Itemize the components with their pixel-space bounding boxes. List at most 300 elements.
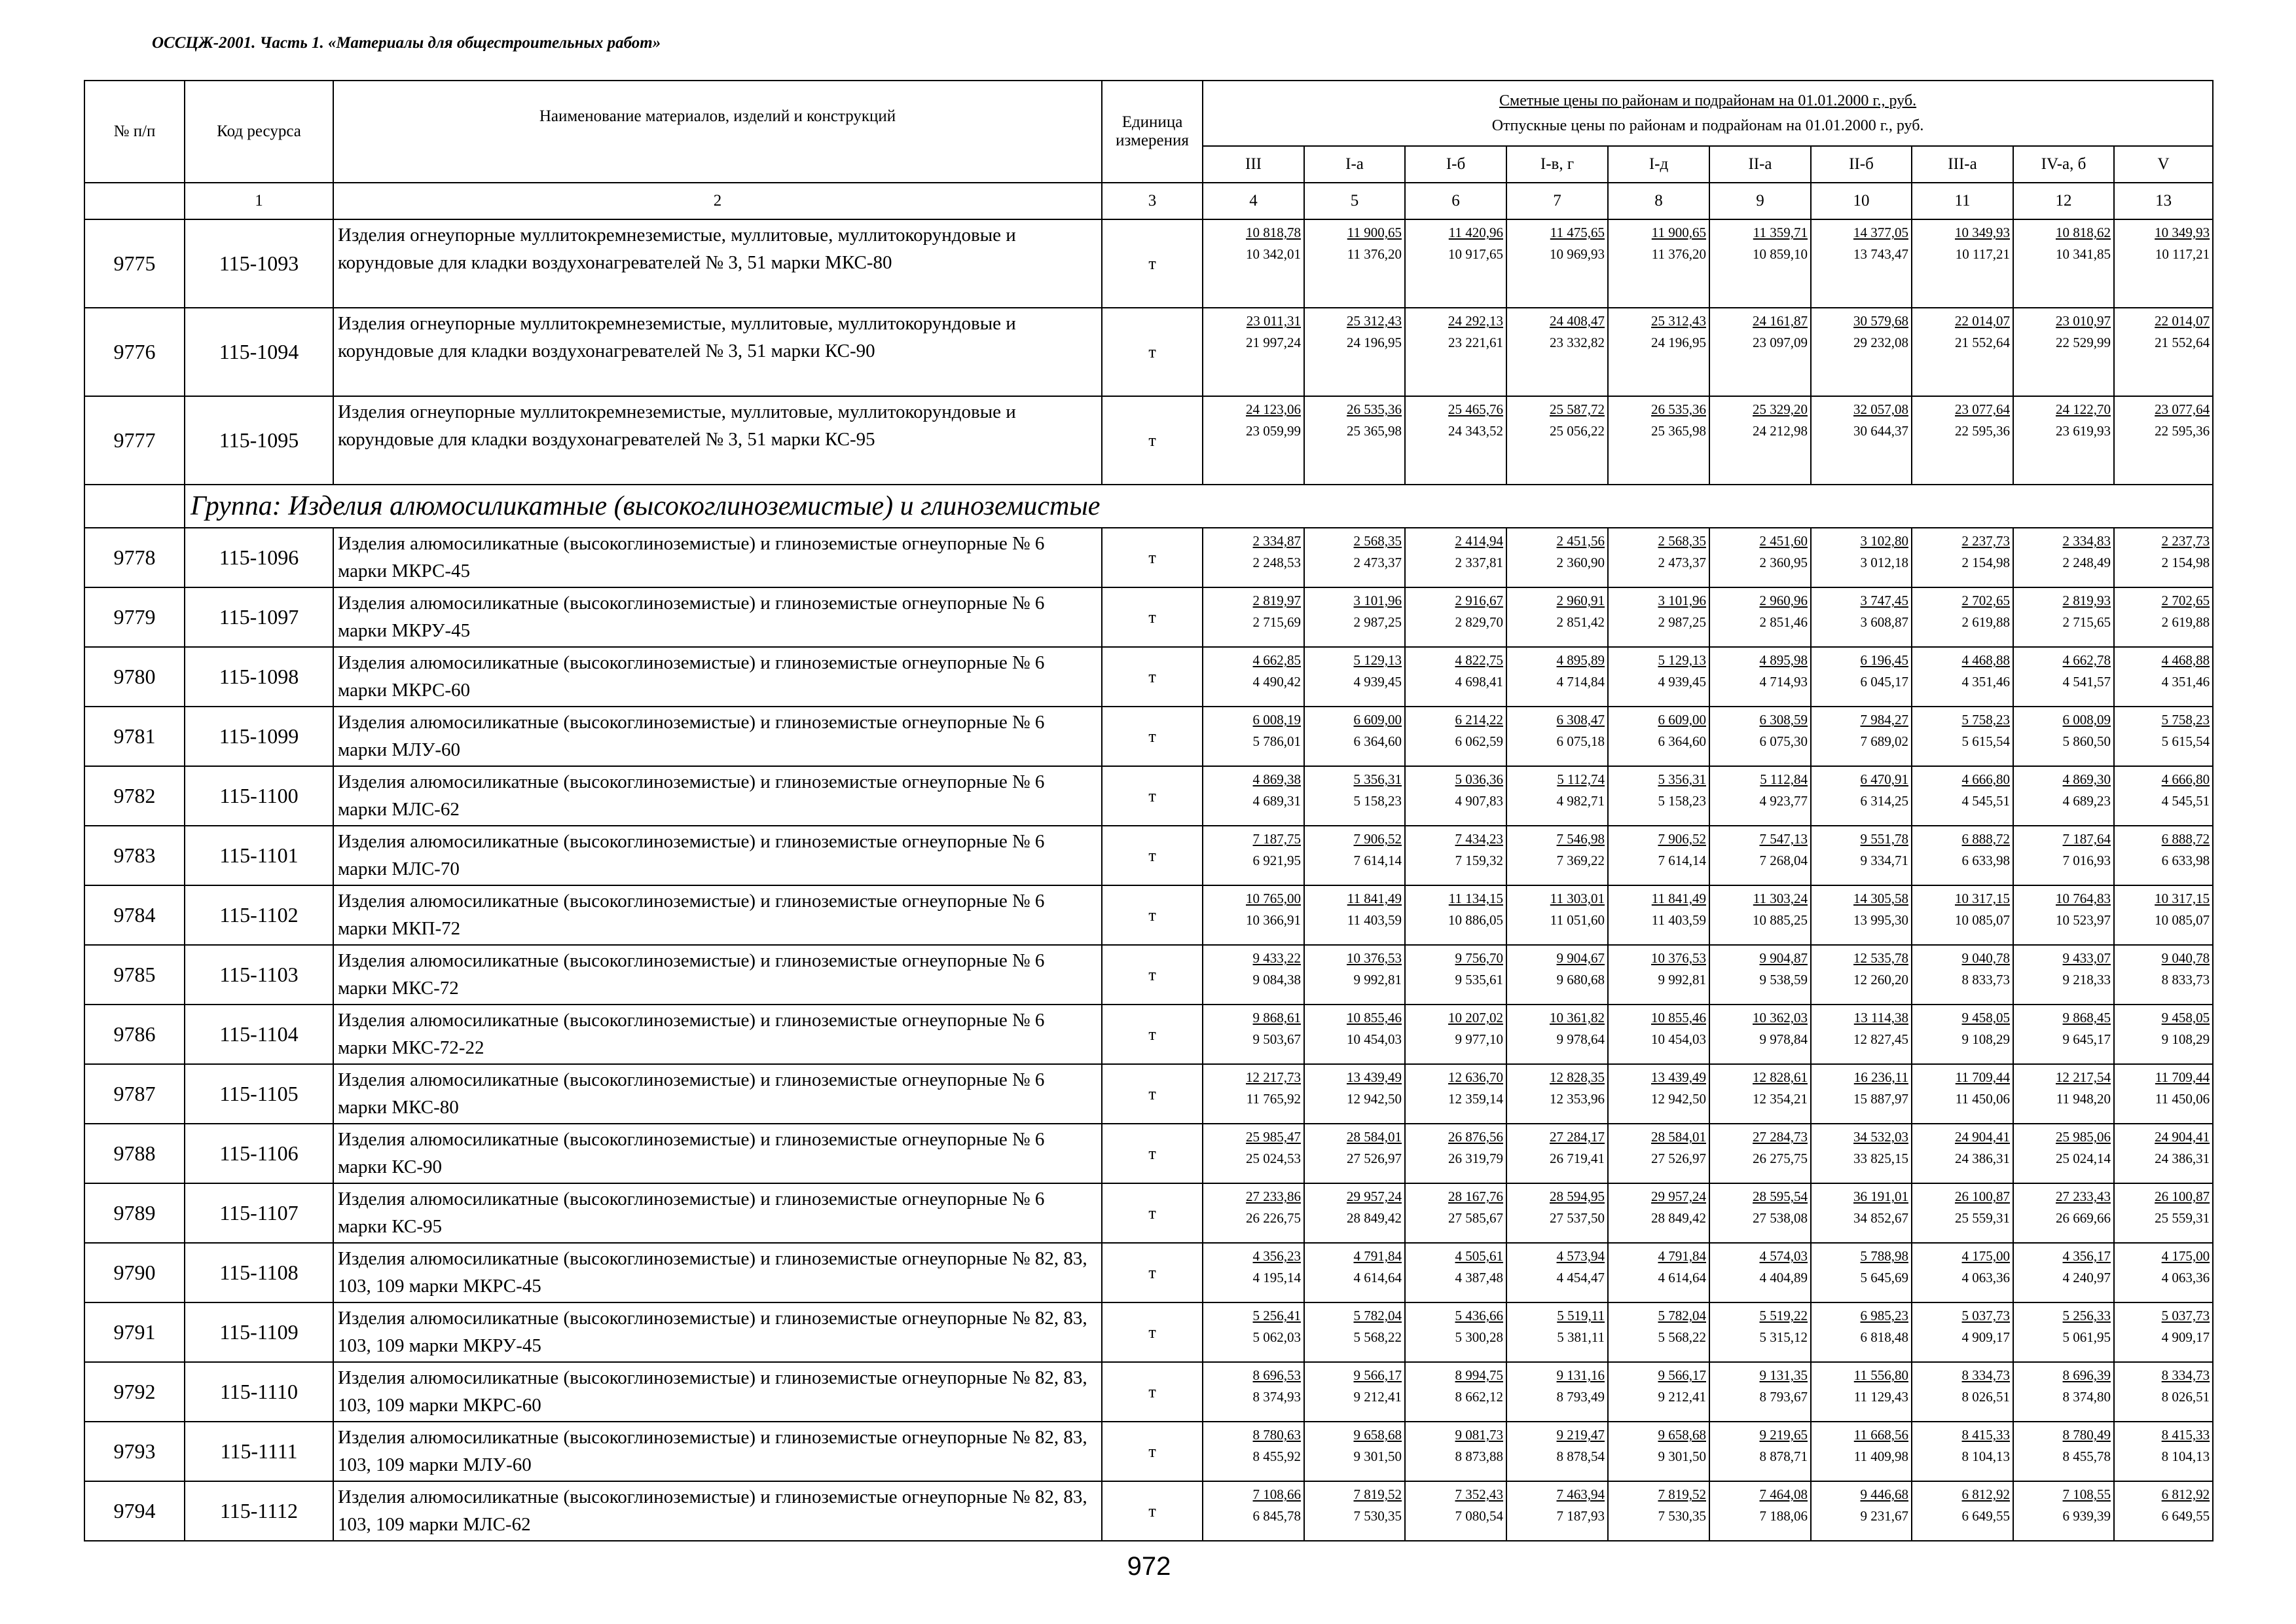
estimated-price: 25 587,72 (1550, 401, 1605, 417)
unit: т (1102, 945, 1203, 1005)
estimated-price: 10 855,46 (1651, 1010, 1706, 1025)
estimated-price: 5 037,73 (2161, 1308, 2210, 1323)
estimated-price: 2 237,73 (1961, 533, 2010, 549)
price-cell (1405, 766, 1506, 826)
price-cell (1405, 1183, 1506, 1243)
release-price: 8 833,73 (1961, 972, 2010, 987)
estimated-price: 4 869,30 (2062, 771, 2111, 787)
price-cell (1912, 1183, 2013, 1243)
release-price: 6 845,78 (1252, 1508, 1301, 1524)
release-price: 11 948,20 (2056, 1091, 2111, 1107)
estimated-price: 8 780,49 (2062, 1427, 2111, 1443)
price-cell (1811, 1183, 1912, 1243)
estimated-price: 9 458,05 (2161, 1010, 2210, 1025)
price-cell (1608, 1243, 1709, 1302)
price-cell (1304, 587, 1405, 647)
estimated-price: 11 709,44 (1955, 1069, 2010, 1085)
price-cell (1405, 396, 1506, 485)
release-price: 4 909,17 (2161, 1329, 2210, 1345)
price-cell (1811, 1362, 1912, 1422)
price-cell (2114, 308, 2213, 396)
estimated-price: 10 361,82 (1550, 1010, 1605, 1025)
estimated-price: 13 114,38 (1853, 1010, 1908, 1025)
price-cell (2013, 766, 2114, 826)
price-cell (2114, 707, 2213, 766)
release-price: 4 063,36 (1961, 1270, 2010, 1285)
row-number: 9794 (84, 1481, 185, 1541)
release-price: 7 159,32 (1455, 853, 1503, 868)
resource-code: 115-1108 (185, 1243, 333, 1302)
price-cell (1405, 219, 1506, 308)
unit: т (1102, 1005, 1203, 1064)
estimated-price: 34 532,03 (1853, 1129, 1908, 1145)
estimated-price: 5 036,36 (1455, 771, 1503, 787)
row-number: 9785 (84, 945, 185, 1005)
estimated-price: 14 305,58 (1853, 891, 1908, 906)
price-cell (1506, 1481, 1608, 1541)
row-number: 9780 (84, 647, 185, 707)
price-cell (2114, 1064, 2213, 1124)
release-price: 9 301,50 (1353, 1449, 1402, 1464)
material-name: Изделия алюмосиликатные (высокоглиноземистые) и глиноземистые огнеупорные № 6 марки МЛС-70 (333, 826, 1102, 885)
row-number: 9782 (84, 766, 185, 826)
resource-code: 115-1102 (185, 885, 333, 945)
estimated-price: 25 312,43 (1651, 313, 1706, 329)
estimated-price: 12 535,78 (1853, 950, 1908, 966)
estimated-price: 6 008,19 (1252, 712, 1301, 728)
release-price: 7 369,22 (1556, 853, 1605, 868)
resource-code: 115-1096 (185, 528, 333, 587)
estimated-price: 10 317,15 (1955, 891, 2010, 906)
release-price: 3 012,18 (1860, 555, 1908, 570)
release-price: 4 545,51 (2161, 793, 2210, 809)
row-number: 9776 (84, 308, 185, 396)
price-cell (1405, 1243, 1506, 1302)
price-cell (1506, 1243, 1608, 1302)
release-price: 10 859,10 (1753, 246, 1808, 262)
estimated-price: 6 214,22 (1455, 712, 1503, 728)
release-price: 2 851,46 (1759, 614, 1808, 630)
price-cell (1811, 1243, 1912, 1302)
release-price: 4 195,14 (1252, 1270, 1301, 1285)
estimated-price: 24 904,41 (1955, 1129, 2010, 1145)
estimated-price: 7 546,98 (1556, 831, 1605, 847)
estimated-price: 6 888,72 (2161, 831, 2210, 847)
row-number: 9786 (84, 1005, 185, 1064)
release-price: 22 595,36 (1955, 423, 2010, 439)
price-cell (1405, 1362, 1506, 1422)
release-price: 5 062,03 (1252, 1329, 1301, 1345)
estimated-price: 28 167,76 (1448, 1189, 1503, 1204)
price-cell (1811, 528, 1912, 587)
unit: т (1102, 1362, 1203, 1422)
unit: т (1102, 885, 1203, 945)
column-number: 9 (1709, 183, 1811, 219)
resource-code: 115-1103 (185, 945, 333, 1005)
release-price: 28 849,42 (1347, 1210, 1402, 1226)
release-price: 11 403,59 (1347, 912, 1402, 928)
estimated-price: 16 236,11 (1853, 1069, 1908, 1085)
row-number: 9775 (84, 219, 185, 308)
column-number: 7 (1506, 183, 1608, 219)
release-price: 7 614,14 (1353, 853, 1402, 868)
price-cell (1709, 1481, 1811, 1541)
price-cell (1506, 1005, 1608, 1064)
release-price: 2 360,95 (1759, 555, 1808, 570)
price-cell (2114, 647, 2213, 707)
price-cell (1304, 766, 1405, 826)
release-price: 2 154,98 (2161, 555, 2210, 570)
release-price: 10 117,21 (2155, 246, 2210, 262)
release-price: 6 939,39 (2062, 1508, 2111, 1524)
price-cell (1912, 1243, 2013, 1302)
release-price: 10 341,85 (2056, 246, 2111, 262)
release-price: 10 523,97 (2056, 912, 2111, 928)
price-cell (1506, 647, 1608, 707)
price-cell (1608, 1362, 1709, 1422)
release-price: 21 552,64 (2155, 335, 2210, 350)
estimated-price: 9 131,35 (1759, 1367, 1808, 1383)
row-number: 9787 (84, 1064, 185, 1124)
price-cell (1203, 528, 1304, 587)
release-price: 6 364,60 (1658, 733, 1706, 749)
material-name: Изделия алюмосиликатные (высокоглиноземистые) и глиноземистые огнеупорные № 6 марки МКС-72 (333, 945, 1102, 1005)
estimated-price: 6 609,00 (1658, 712, 1706, 728)
release-price: 29 232,08 (1853, 335, 1908, 350)
price-cell (1405, 528, 1506, 587)
price-cell (1811, 1481, 1912, 1541)
price-cell (1709, 1302, 1811, 1362)
price-cell (1709, 707, 1811, 766)
release-price: 5 300,28 (1455, 1329, 1503, 1345)
table-row (84, 826, 2213, 885)
estimated-price: 11 420,96 (1448, 225, 1503, 240)
release-price: 27 526,97 (1347, 1151, 1402, 1166)
price-cell (2013, 1481, 2114, 1541)
release-price: 9 978,64 (1556, 1031, 1605, 1047)
row-number: 9789 (84, 1183, 185, 1243)
estimated-price: 2 960,91 (1556, 593, 1605, 608)
price-cell (1811, 1005, 1912, 1064)
price-cell (1405, 1064, 1506, 1124)
price-cell (1304, 219, 1405, 308)
price-cell (1506, 826, 1608, 885)
estimated-price: 8 994,75 (1455, 1367, 1503, 1383)
price-cell (1912, 885, 2013, 945)
estimated-price: 23 010,97 (2056, 313, 2111, 329)
price-cell (1608, 647, 1709, 707)
release-price: 5 568,22 (1658, 1329, 1706, 1345)
release-price: 9 231,67 (1860, 1508, 1908, 1524)
release-price: 10 117,21 (1955, 246, 2010, 262)
price-cell (1709, 587, 1811, 647)
release-price: 6 633,98 (2161, 853, 2210, 868)
material-name: Изделия алюмосиликатные (высокоглиноземистые) и глиноземистые огнеупорные № 6 марки КС-90 (333, 1124, 1102, 1183)
estimated-price: 12 636,70 (1448, 1069, 1503, 1085)
release-price: 23 059,99 (1246, 423, 1301, 439)
unit: т (1102, 528, 1203, 587)
estimated-price: 4 356,23 (1252, 1248, 1301, 1264)
price-cell (1203, 308, 1304, 396)
release-price: 27 538,08 (1753, 1210, 1808, 1226)
release-price: 13 743,47 (1853, 246, 1908, 262)
estimated-price: 10 349,93 (1955, 225, 2010, 240)
price-cell (1709, 396, 1811, 485)
estimated-price: 9 458,05 (1961, 1010, 2010, 1025)
price-cell (1203, 1064, 1304, 1124)
release-price: 11 403,59 (1651, 912, 1706, 928)
group-spacer (84, 485, 185, 528)
release-price: 5 860,50 (2062, 733, 2111, 749)
price-cell (1709, 528, 1811, 587)
release-price: 2 360,90 (1556, 555, 1605, 570)
release-price: 22 529,99 (2056, 335, 2111, 350)
resource-code: 115-1106 (185, 1124, 333, 1183)
estimated-price: 28 594,95 (1550, 1189, 1605, 1204)
estimated-price: 9 131,16 (1556, 1367, 1605, 1383)
release-price: 6 649,55 (2161, 1508, 2210, 1524)
price-cell (1304, 1005, 1405, 1064)
release-price: 11 129,43 (1853, 1389, 1908, 1405)
release-price: 7 689,02 (1860, 733, 1908, 749)
table-row (84, 707, 2213, 766)
release-price: 4 351,46 (2161, 674, 2210, 690)
price-cell (2013, 1124, 2114, 1183)
table-row (84, 1183, 2213, 1243)
price-cell (2013, 396, 2114, 485)
unit: т (1102, 1124, 1203, 1183)
price-cell (1304, 945, 1405, 1005)
release-price: 4 923,77 (1759, 793, 1808, 809)
column-number: 2 (333, 183, 1102, 219)
estimated-price: 9 081,73 (1455, 1427, 1503, 1443)
estimated-price: 9 566,17 (1658, 1367, 1706, 1383)
estimated-price: 2 819,93 (2062, 593, 2111, 608)
release-price: 23 097,09 (1753, 335, 1808, 350)
price-cell (1912, 587, 2013, 647)
unit: т (1102, 308, 1203, 396)
estimated-price: 5 782,04 (1353, 1308, 1402, 1323)
column-number: 1 (185, 183, 333, 219)
price-cell (1912, 945, 2013, 1005)
table-row (84, 1422, 2213, 1481)
estimated-price: 2 960,96 (1759, 593, 1808, 608)
price-cell (2114, 528, 2213, 587)
column-number: 8 (1608, 183, 1709, 219)
release-price: 10 969,93 (1550, 246, 1605, 262)
release-price: 2 619,88 (2161, 614, 2210, 630)
price-cell (1304, 1064, 1405, 1124)
unit: т (1102, 707, 1203, 766)
price-cell (1608, 1064, 1709, 1124)
estimated-price: 4 895,98 (1759, 652, 1808, 668)
release-price: 15 887,97 (1853, 1091, 1908, 1107)
estimated-price: 25 985,06 (2056, 1129, 2111, 1145)
unit: т (1102, 1064, 1203, 1124)
estimated-price: 32 057,08 (1853, 401, 1908, 417)
estimated-price: 11 359,71 (1753, 225, 1808, 240)
estimated-price: 4 791,84 (1353, 1248, 1402, 1264)
estimated-price: 13 439,49 (1651, 1069, 1706, 1085)
estimated-price: 7 984,27 (1860, 712, 1908, 728)
release-price: 7 268,04 (1759, 853, 1808, 868)
header-num: № п/п (84, 81, 185, 183)
release-price: 9 301,50 (1658, 1449, 1706, 1464)
estimated-price: 25 465,76 (1448, 401, 1503, 417)
estimated-price: 6 196,45 (1860, 652, 1908, 668)
price-cell (1608, 1183, 1709, 1243)
release-price: 4 909,17 (1961, 1329, 2010, 1345)
price-cell (2114, 766, 2213, 826)
release-price: 24 196,95 (1347, 335, 1402, 350)
estimated-price: 2 451,60 (1759, 533, 1808, 549)
release-price: 25 559,31 (2155, 1210, 2210, 1226)
price-cell (1811, 766, 1912, 826)
estimated-price: 2 702,65 (2161, 593, 2210, 608)
estimated-price: 6 812,92 (2161, 1486, 2210, 1502)
price-cell (1811, 396, 1912, 485)
header-unit: Единица измерения (1102, 81, 1203, 183)
price-cell (1203, 647, 1304, 707)
column-number: 12 (2013, 183, 2114, 219)
release-price: 23 619,93 (2056, 423, 2111, 439)
price-cell (1405, 826, 1506, 885)
price-cell (2114, 1124, 2213, 1183)
estimated-price: 5 436,66 (1455, 1308, 1503, 1323)
estimated-price: 4 505,61 (1455, 1248, 1503, 1264)
estimated-price: 10 207,02 (1448, 1010, 1503, 1025)
price-cell (1912, 1005, 2013, 1064)
release-price: 5 645,69 (1860, 1270, 1908, 1285)
estimated-price: 8 696,53 (1252, 1367, 1301, 1383)
price-cell (1912, 1422, 2013, 1481)
price-cell (1304, 1481, 1405, 1541)
price-cell (1506, 885, 1608, 945)
estimated-price: 10 362,03 (1753, 1010, 1808, 1025)
price-cell (1304, 885, 1405, 945)
price-cell (1506, 1362, 1608, 1422)
table-row (84, 945, 2213, 1005)
release-price: 8 878,54 (1556, 1449, 1605, 1464)
estimated-price: 6 008,09 (2062, 712, 2111, 728)
estimated-price: 6 470,91 (1860, 771, 1908, 787)
row-number: 9793 (84, 1422, 185, 1481)
estimated-price: 26 100,87 (1955, 1189, 2010, 1204)
price-cell (1709, 1183, 1811, 1243)
release-price: 2 154,98 (1961, 555, 2010, 570)
estimated-price: 27 233,86 (1246, 1189, 1301, 1204)
price-cell (2013, 308, 2114, 396)
estimated-price: 27 284,17 (1550, 1129, 1605, 1145)
estimated-price: 4 666,80 (1961, 771, 2010, 787)
price-cell (2114, 826, 2213, 885)
estimated-price: 12 828,35 (1550, 1069, 1605, 1085)
price-cell (1203, 1243, 1304, 1302)
material-name: Изделия алюмосиликатные (высокоглиноземистые) и глиноземистые огнеупорные № 6 марки МКРС-60 (333, 647, 1102, 707)
price-cell (2013, 219, 2114, 308)
price-cell (1912, 766, 2013, 826)
estimated-price: 25 329,20 (1753, 401, 1808, 417)
release-price: 26 275,75 (1753, 1151, 1808, 1166)
header-name: Наименование материалов, изделий и конструкций (333, 81, 1102, 183)
release-price: 8 026,51 (2161, 1389, 2210, 1405)
price-cell (1203, 1124, 1304, 1183)
price-cell (1506, 396, 1608, 485)
row-number: 9790 (84, 1243, 185, 1302)
region-header: IV-а, б (2013, 146, 2114, 183)
estimated-price: 24 161,87 (1753, 313, 1808, 329)
estimated-price: 9 566,17 (1353, 1367, 1402, 1383)
release-price: 11 450,06 (2155, 1091, 2210, 1107)
price-cell (1506, 945, 1608, 1005)
price-cell (1506, 1183, 1608, 1243)
price-cell (1912, 396, 2013, 485)
material-name: Изделия алюмосиликатные (высокоглиноземистые) и глиноземистые огнеупорные № 6 марки МКП-72 (333, 885, 1102, 945)
estimated-price: 5 129,13 (1658, 652, 1706, 668)
estimated-price: 11 303,24 (1753, 891, 1808, 906)
release-price: 4 939,45 (1658, 674, 1706, 690)
estimated-price: 7 463,94 (1556, 1486, 1605, 1502)
release-price: 6 045,17 (1860, 674, 1908, 690)
material-name: Изделия алюмосиликатные (высокоглиноземистые) и глиноземистые огнеупорные № 82, 83, 103, 109 марки МЛУ-60 (333, 1422, 1102, 1481)
price-cell (1405, 1481, 1506, 1541)
price-cell (1405, 945, 1506, 1005)
price-cell (1203, 885, 1304, 945)
price-cell (1608, 587, 1709, 647)
region-header: I-д (1608, 146, 1709, 183)
estimated-price: 26 535,36 (1651, 401, 1706, 417)
estimated-price: 4 791,84 (1658, 1248, 1706, 1264)
price-cell (1506, 587, 1608, 647)
price-cell (1405, 1422, 1506, 1481)
table-row (84, 766, 2213, 826)
price-cell (1608, 1124, 1709, 1183)
estimated-price: 9 904,87 (1759, 950, 1808, 966)
estimated-price: 24 904,41 (2155, 1129, 2210, 1145)
estimated-price: 4 356,17 (2062, 1248, 2111, 1264)
estimated-price: 30 579,68 (1853, 313, 1908, 329)
estimated-price: 4 662,78 (2062, 652, 2111, 668)
release-price: 6 075,18 (1556, 733, 1605, 749)
price-cell (1811, 587, 1912, 647)
estimated-price: 11 900,65 (1347, 225, 1402, 240)
estimated-price: 2 916,67 (1455, 593, 1503, 608)
release-price: 7 614,14 (1658, 853, 1706, 868)
release-price: 2 248,49 (2062, 555, 2111, 570)
estimated-price: 2 414,94 (1455, 533, 1503, 549)
price-cell (2013, 1422, 2114, 1481)
release-price: 11 450,06 (1955, 1091, 2010, 1107)
table-row (84, 1481, 2213, 1541)
price-cell (1608, 308, 1709, 396)
release-price: 4 689,23 (2062, 793, 2111, 809)
price-cell (1709, 766, 1811, 826)
release-price: 8 793,67 (1759, 1389, 1808, 1405)
material-name: Изделия алюмосиликатные (высокоглиноземистые) и глиноземистые огнеупорные № 82, 83, 103, 109 марки МКРС-60 (333, 1362, 1102, 1422)
release-price: 21 997,24 (1246, 335, 1301, 350)
region-header: II-а (1709, 146, 1811, 183)
estimated-price: 10 818,62 (2056, 225, 2111, 240)
release-price: 5 315,12 (1759, 1329, 1808, 1345)
estimated-price: 10 764,83 (2056, 891, 2111, 906)
estimated-price: 7 108,55 (2062, 1486, 2111, 1502)
release-price: 8 833,73 (2161, 972, 2210, 987)
price-cell (1811, 1422, 1912, 1481)
estimated-price: 23 011,31 (1246, 313, 1301, 329)
release-price: 26 719,41 (1550, 1151, 1605, 1166)
price-cell (2114, 587, 2213, 647)
release-price: 9 212,41 (1658, 1389, 1706, 1405)
